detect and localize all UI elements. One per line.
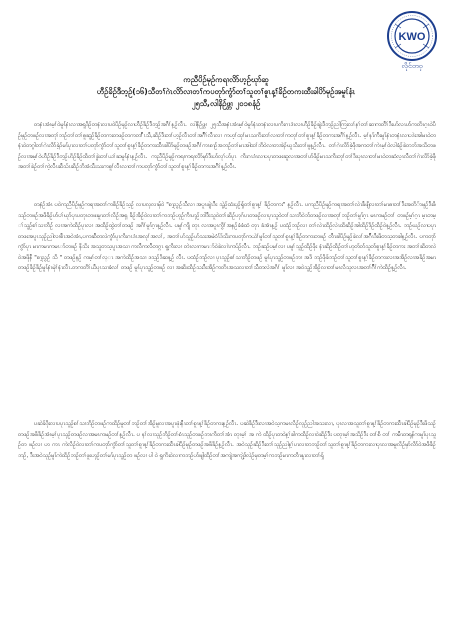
paragraph-3: ပဆဲခ်ဒိုးလၢပပုၤသူဉ်စၢ်သၢဘိဉ်တဖဉ်ကထိဉ်မူတၢ်ဘဉ်တၢ်အိဉ်မူလၢအပူၤဖုံးနီၤတၢ်စူၤန့ၢ်ခိဉ်တကးန့ဉ်လီၤ. ပဆဲခိဉ်ဒီးလၢအဝဲသ့ကမၤလိဉ်လုဉ်ညါအသးလၢ, ပုၤလၢအသူတၢ်စူၤန့ၢ်ခိဉ်တကးထီၤခါပိဉ်မုဉ်ဒီးဖိသဉ်တဖဉ်အဖိခိဉ်အံၤမ့ၢ်ပုၤသုဉ်တဖဉ်လၢအမၤကမဉ်တၢ်န့ဉ်လီၤ. ပ နၢ်လၢသုဉ်ဘိဉ်တၢ်စံၤသုဉ်တဖဉ်ဘၤကိတၢ်အံၤ တုၤမ့ၢ် အ ကဲ ထိဉ်ပုၤတဝဲန့ၢ်ခါကထိဉ်လၢဝဲဆိဉ်ဒီး ပတုၤမ့ၢ်အသိဉ်ဒီး တၢ်စိ တၢ် ကမီၤတရုန်ကမူၤ်ပုၤသူဉ်တ ဖဉ်လၢ ဟ ကၤ ကဲလိဉ်ဝဲလၢတၢ်ကပတုာ်ကွံာ်တၢ်သူတၢ်စူၤန့ၢ်ခိဉ်တကးထီၤခါပိဉ်မုဉ်တဖဉ်အဖိခိဉ်န့ဉ်လီၤ. အဝဲသုဉ်ဆိဉ်ဒီးတၢ်သုဉ်ညါန့ၢ်ပၤလၢတဘဉ်တၢ်သူတၢ်စူၤန့ၢ်ခိဉ်တကးလၢပုၤလၢအမူလိဉ်မှာ်လိာ်ဝဲအဖိခိဉ်ဘဉ်, ဒီးအဝဲသုဉ်မူၤ်ကဲထိဉ်ဘဉ်တၢ်ဖူးဟုဉ်တၢ်မၤ်ပုၤသူဉ်တ ဖဉ်လၢ ပါ ဝဲ ရှုကိးဝဲလၢကဘဉ်ဟ်ဖျါထိဉ်တၢ်အကျဲအကျဲ့ဒ်လဲဉ်မှတမ့ၢ်ကဘဉ်မၤကတိၤနူၤလၢတၢ်ရှ် bbox=[18, 421, 436, 459]
title-line-2: ဟီဉ်ခိဉ်ဒီဘ့ဉ်(၁၆)သီတၢ်ဂဲၤလိာ်လၢတၢ်ကပတုာ်ကွံာ်တၢ်သူတၢ်စူၤန့ၢ်ခိဉ်တကးထီးခါပိာ်မုဉ်အမူၤ်နံၤ bbox=[96, 87, 356, 96]
document-body bbox=[18, 120, 436, 521]
paragraph-1: တနံၤအံၤမ့ၢ်ဝဲမူၤ်နံၤလၢအရူဒိဉ်တနံၤလၢပဝဲပိဉ်မုဉ်လၢဟီဉ်ခိဉ်ဒီဘ့ဉ်အဂီၢ်န့ဉ်လီၤ. လါနိဉ်ဖ္ဘၢ ၂၅သီအနံၤအံၤမ့ၢ်ဝဲမူၤ်နံၤတနံၤလၢပကိးဂၤဒံၤလၢဟီဉ်ခိဉ်ချဲးဒီဘ့ဉ်ညါကြးလၢ်နၢ်တၢ်ဆၢကတီၢ်ဒီးဟ်လၤပာ်ကတိၤဂ့ၤဝဲပိဉ်မုဉ်တဖဉ်လၢအတုၢ်ဘဉ်တၢ်တၢ်ဓူဆူဉ်ခိဉ်တကးတဖဉ်တကတၢ်ီၤသီ,ဆိဉ်ဒီးတၢ်ဟ့ဉ်လီၤတၢ်အဂ်ီၢ်လီၤလၢ ကဟ့ၢ်ထုၢ်မၤသကိးတၢ်လၢတၢ်ကတုၢ်တၢ်စူၤန့ၢ်ခိဉ်တကးအဂီၢ်န့ဉ်လီၤ. မ့ၢ်နၤ်ကီးမူၤ်နံၤတနံၤလၢပဒဲးအါမၤဝဲတနံၤဝဲတဂ္ဂါတၢ်ဂဲၤလိာ်ခဲ့ၣ်မၤ်ပုၤလၢတၢ်ပတုာ်ကွံာ်တၢ်သူတၢ်စူၤန့ၢ်ခိဉ်တကးထီၤခါပိာ်မုဉ်တဖဉ်အဂီၢ်ကၤစၢဉ်အဘဉ်တၢ်မၤအါထၢ်ဘိဝဲလၢတအဲၣ်ဃူသိးတၢ်ဖူန့ဉ်လီၤ. တၢ်ဂဲၤလိာ်ခဲ့ဖိုအကတၢ်ကဲၤမ့ၢ်ဝဲလါခံဉ်ခဲတဘ်အသိတဖဉ်လၢအမ့ၢ်ဝဲဟီဉ်ခိဉ်ဒီဘ့ဉ်ဟိဉ်ခိဉ်ထိတၢ်ခွဲးတၢ်ယၢ်ဆမူၤ်နံၤန့ဉ်လီၤ. ကညီပိဉ်မုဉ်ကရၢကရၢလိာ်မှာ်ဒီးဟ်လုၢ်ဟ်ပုၤ ကိးဂၤဒံၤလၢပပုၤတဖးဆူလၢအတၢ်ပာ်ဖိဉ်မၤသကိးတုၢ်တၢ်ဒိးပုၤလၢတၢ်မၤဝဲတဆံလ့ၤလီတၢ်ဂဲၤလိာ်ခဲ့ဖိုအတၢ်ခဲဉ်တၢ်ကဲ့လီၤဆီသ်ၤဆိဉ်ဘိအံသီးသးကစူၢ်လီၤလၢတၢ်ကပတုာ်ကွံာ်တၢ်သူတၢ်စူၤန့ၢ်ခိဉ်တကးအဂီၢ်န့ဉ်လီၤ. bbox=[18, 122, 436, 171]
svg-text:KWO: KWO bbox=[398, 31, 426, 43]
title-line-1: ကညီပိဉ်မုဉ်ကရၢလိာ်ဟ့ဉ်ဃုာ်ဆူ bbox=[183, 75, 269, 84]
paragraph-2: တနံဉ်အံၤ ပဝဲကညီပိဉ်မုဉ်ကရၢအတၢ်ကစိဉ်ခိဉ်သ့ဉ် လၢပလှလၢမှ်ဝဲ "စၢ့ညွဉ်သီလၢ အပူၤဖျဲၤဒီး သွဲဉ်ထံးပုဉ်ရှ်တၢ်စူၤန့ၢ် ခိဉ်တကး" န့ဉ်လီၤ. ပကညီပိဉ်မုဉ်ကရၢအတၢ်လဲၤခီဖျိလၢတၢ်မၤ‌ဓၢတၢ်ဒီးအတိ်ာမုဉ်ဒီးဖိသဉ်တဖဉ်အဖိခိဉ်ပာ်ပၢ်ဃုာ်ပုၤပတုၤတဖးမူၤတၢ်လိဉ်အရှ ခိဉ်အိဉ်ဝဲလၢတၢ်ကဘဉ်ဟုဉ်ကိၢဟုဉ်ဘါဒီးသူဝဲတၢ်ဆိဉ်ဟုဂ်ပၤတဖဉ်လၢပုၤသူဝဲတၢ်သၢဘိဝဲဘ်တဖဉ်လၢအတုၢ်ဘဉ်တၢ်မူၤ်ဂ့ၤ မၤကမဉ်တၢ် တဖဉ်မ့ၢ်ဂ့ၤ မ့ၤတမ့ၢ်သူဉ်စၢ်သၢဘိဉ် လၢအကဲထိဉ်ပုၤလၢ အထိဉ်ထွဲတၢ်တဖဉ် အဂိၢ်မူၤ်ဂ့ၤန့ဉ်လီၤ. ပမူၢ်ကျိ တုၤ လၢအပူၤကွိၢ်အနဉ်ခံခံထံ တုၤ ခံအံၤန့ဉ် ပထံဉ်ဘဉ်လၢ တၢ်လဲၤထိဉ်လဲၤထိဆိဉ်အါထိဉ်ဒိဉ်ထိဉ်ဝဲန့ဉ်လီၤ. ဘဉ်ဃဉ်လၢပပုၤတဖးအပူၤသုဉ်ညါလၢစီၤအဝဲအံၤ,ပကဆီတလဲကွံာ်ပုၤကိးဂၤဒံၤအလုၢ်အလၢ်, အတၢ်ဟ်သူဉ်ဟ်သးအမဲဝံၤ်ဒ်သိးကပတုာ်ကယဲၢ်မူၤ်တၢ်သူတၢ်စူၤန့ၢ်ခိဉ်တကးတဖဉ် တီၤခါပိဉ်မုဉ်ခဲလၢ်အဂ်ီၤဒီးဖိတသ့တခါန့ဉ်လီၤ. ပကတုာ်ကွံာ်ပုၤ မၤကမၤကမၤာ်တဖဉ် နိသိး အသူတသ့ပူၤအသၢ ကလီကလီတဂ္ဂၤ ရူ့ကိးလၢ တဲၤလၢကမၤာ်ဝဲခဲလၢဲၤကပ်ဉ်လီၤ. ဘဉ်ဆဉ်ပမ့ၢ်လၢ ပမူၢ်သူဉ်ထိဉ်ဖိုး နံၤဆိဉ်ထိဉ်တၢ်ဟုတ်တ်သူတ်စူၤန့ၢ်ခိဉ်တကး အတၢ်ဆိတလဲဝဲအဖိုနီ "စၢ့ညွဉ် သိ " တဖဉ်နဉ် ကမ့ၢ်တၢ်လ္ၤ အကဲထိဉ်အသၢ ဒသ့ဉ်ဒိဆန့ဉ် လီၤ. ပထံဉ်ဘဉ်လၢ ပုၤသူဉ်စၢ်သၢဘိဉ်တဖဉ် မူၤ်ပုၤသူဉ်တဖဉ်ဘၢ အဒိ ဘဉ်ဖိုခ်ဘဉ်တၢ်သူတၢ်စူၤန့ၢ်ခိဉ်တကးလၢအအိဉ်လၢအခိဉ်အမၤတဖဉ်ခိဉ်ခိဉ်မူၤ်နံၤမုဲၢ်နံၤလီၤ.တကတိၢ်ယီပုၤသၢခံလၢ် တဖဉ် မူၤ်ပုၤသူဉ်တဖဉ် လၢ အဆိးထိဉ်သးဒီးအိဉ်ကတိၤအသလၢတၢ်သီတလဲအဂိၢ် မူၤ်လၢ အဝဲသူဉ်အိဉ်လၢတၢ်မၤလိသုလၤအတၢ်ဂ်ီၢ်ကဲထိဉ်န့ဉ်လီၤ. bbox=[18, 202, 436, 272]
seal-emblem-icon bbox=[383, 10, 441, 62]
seal-caption: လိုင်တဝှ bbox=[401, 62, 423, 70]
title-line-3: ၂၅သီ,လါနိဉ်ဖ္ဘၢ ၂၀၁၈နံဉ် bbox=[191, 99, 261, 108]
document-title bbox=[40, 74, 412, 110]
organization-seal bbox=[383, 10, 441, 74]
